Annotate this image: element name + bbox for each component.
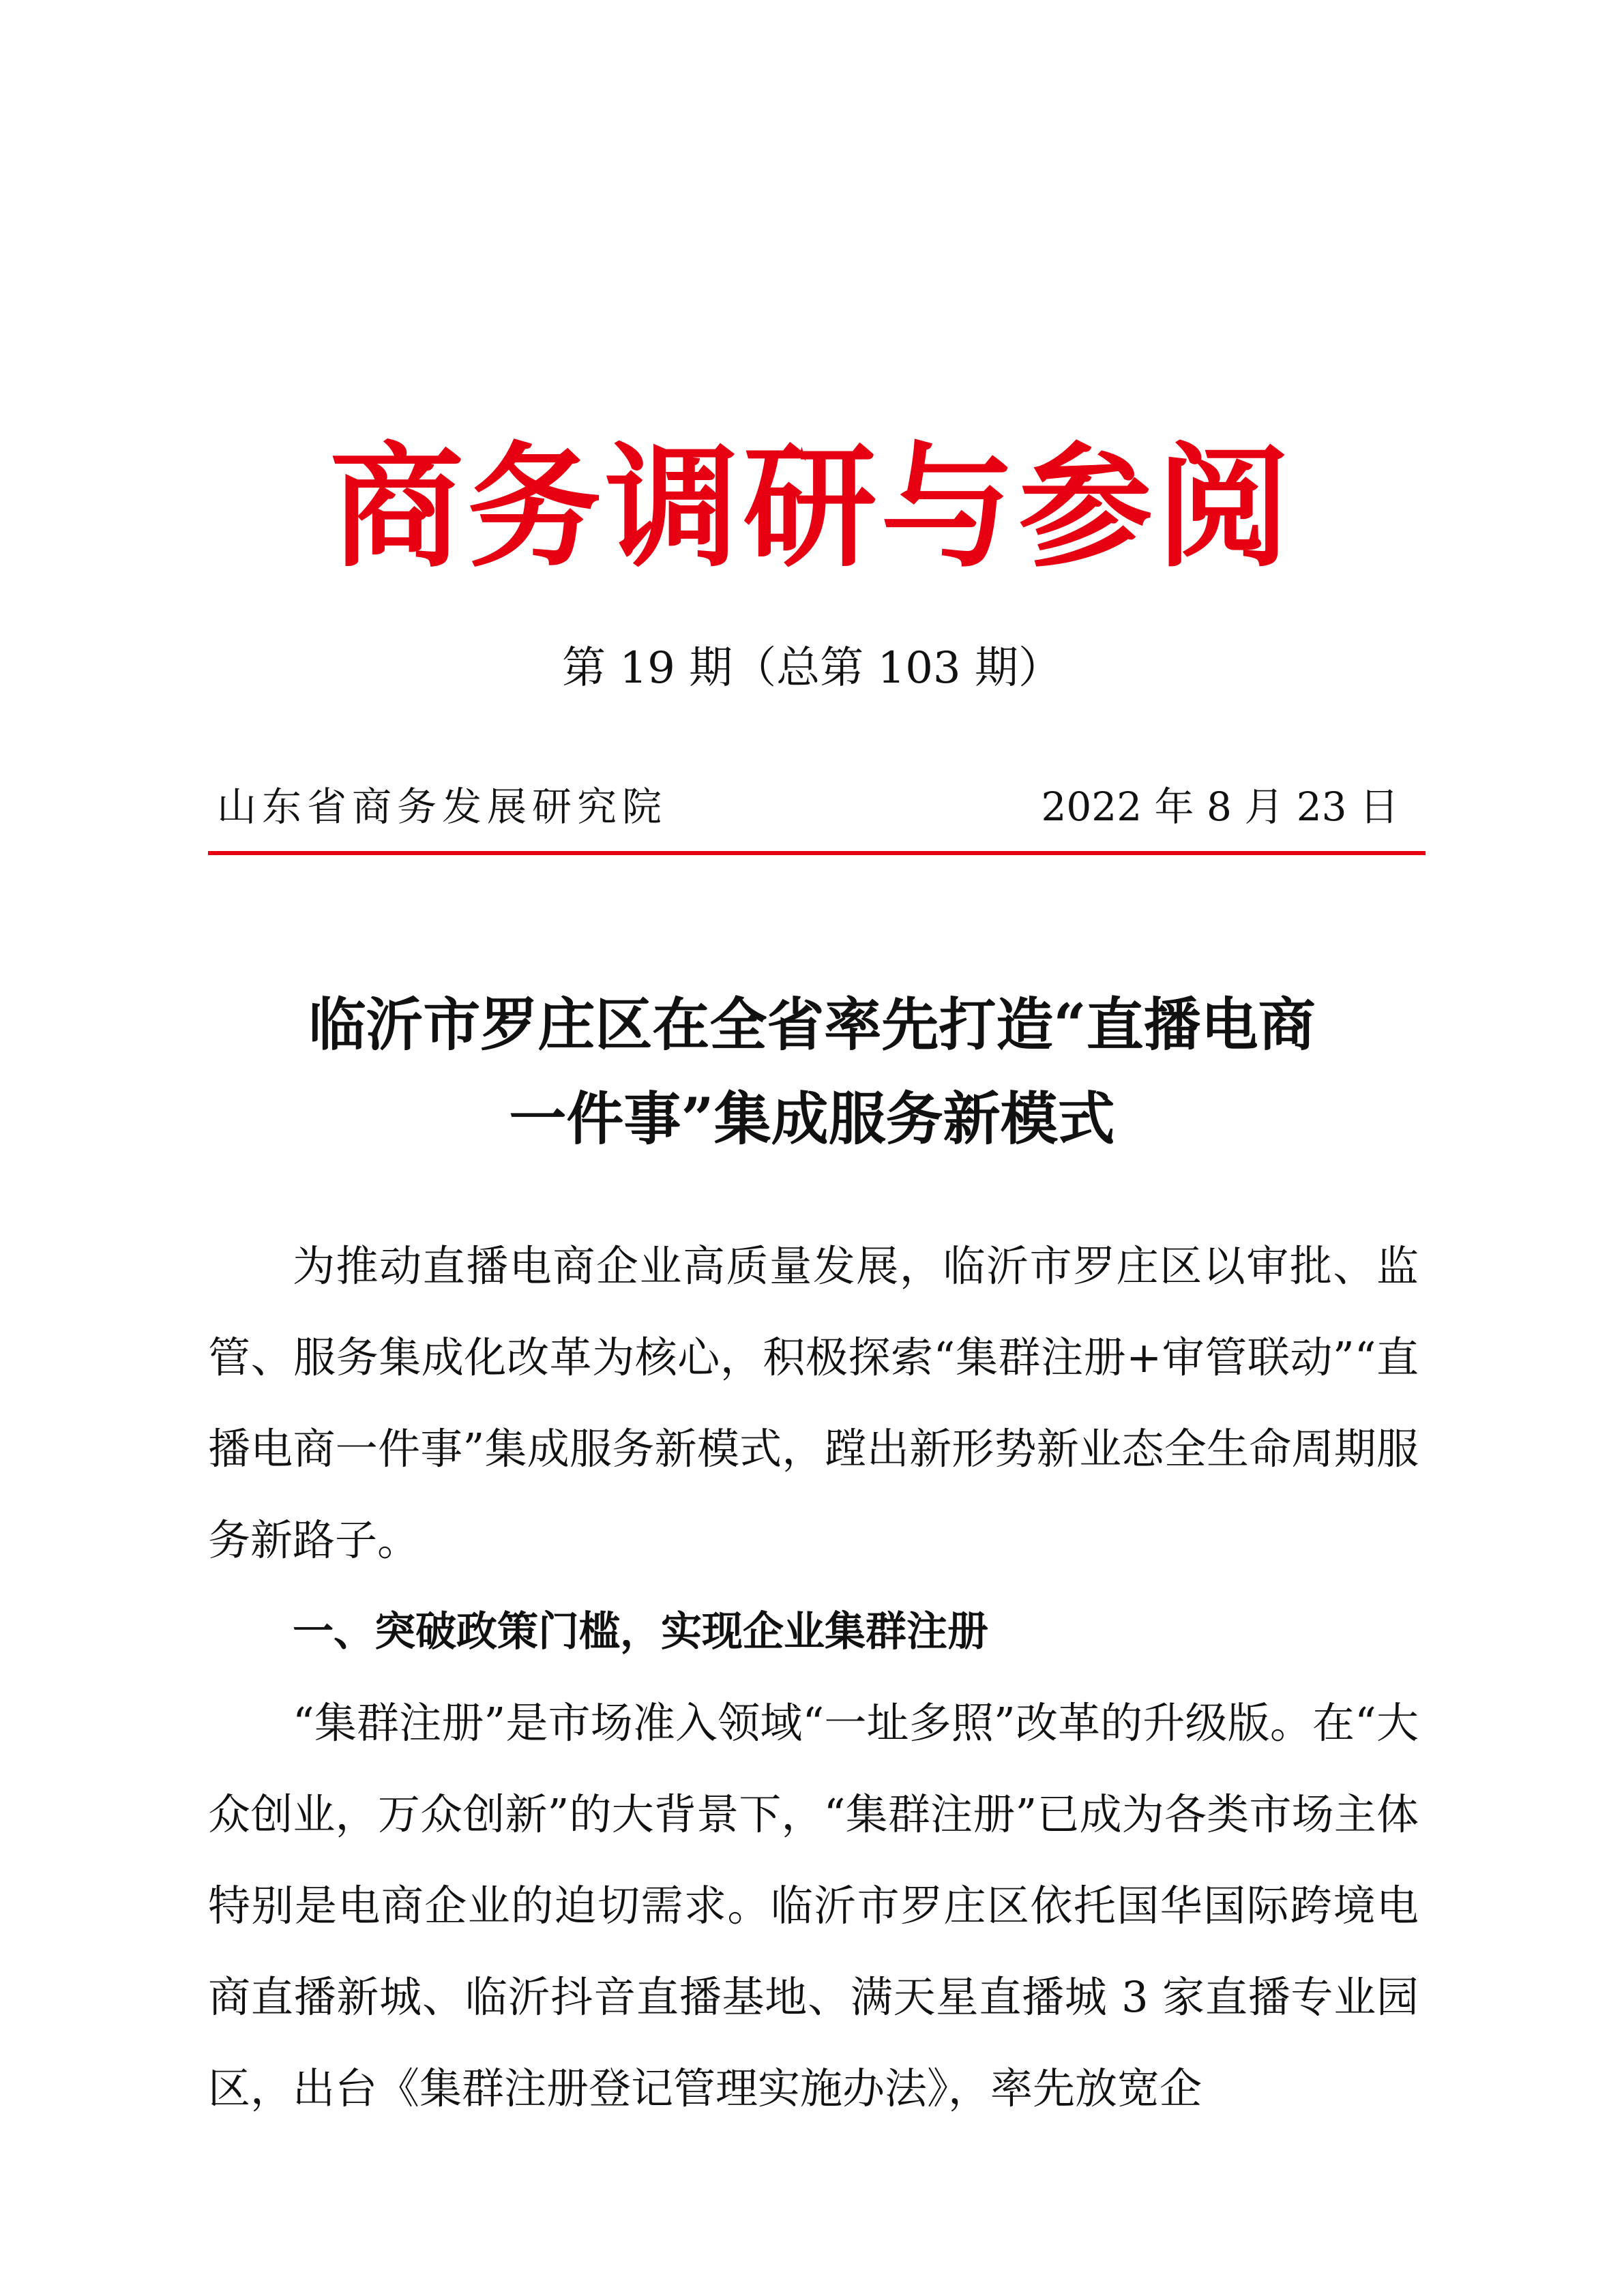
intro-paragraph-block — [208, 1221, 1419, 1586]
red-divider — [208, 851, 1426, 855]
section-heading: 一、突破政策门槛，实现企业集群注册 — [293, 1608, 988, 1656]
article-title-line1: 临沂市罗庄区在全省率先打造“直播电商 — [308, 991, 1316, 1058]
publisher-organization: 山东省商务发展研究院 — [217, 784, 668, 830]
publication-date: 2022 年 8 月 23 日 — [1041, 784, 1399, 830]
article-title-line2: 一件事”集成服务新模式 — [509, 1085, 1115, 1152]
section-paragraph-block — [208, 1678, 1419, 2134]
issue-number: 第 19 期（总第 103 期） — [562, 643, 1062, 694]
intro-paragraph: 为推动直播电商企业高质量发展，临沂市罗庄区以审批、监管、服务集成化改革为核心，积极探索“集群注册+审管联动”“直播电商一件事”集成服务新模式，蹚出新形势新业态全生命周期服务新路子。 — [208, 1241, 1419, 1565]
section-paragraph: “集群注册”是市场准入领域“一址多照”改革的升级版。在“大众创业，万众创新”的大背景下，“集群注册”已成为各类市场主体特别是电商企业的迫切需求。临沂市罗庄区依托国华国际跨境电商直播新城、临沂抖音直播基地、满天星直播城 3 家直播专业园区，出台《集群注册登记管理实施办法》，率先放宽企 — [208, 1698, 1419, 2113]
masthead-title: 商务调研与参阅 — [329, 430, 1295, 586]
